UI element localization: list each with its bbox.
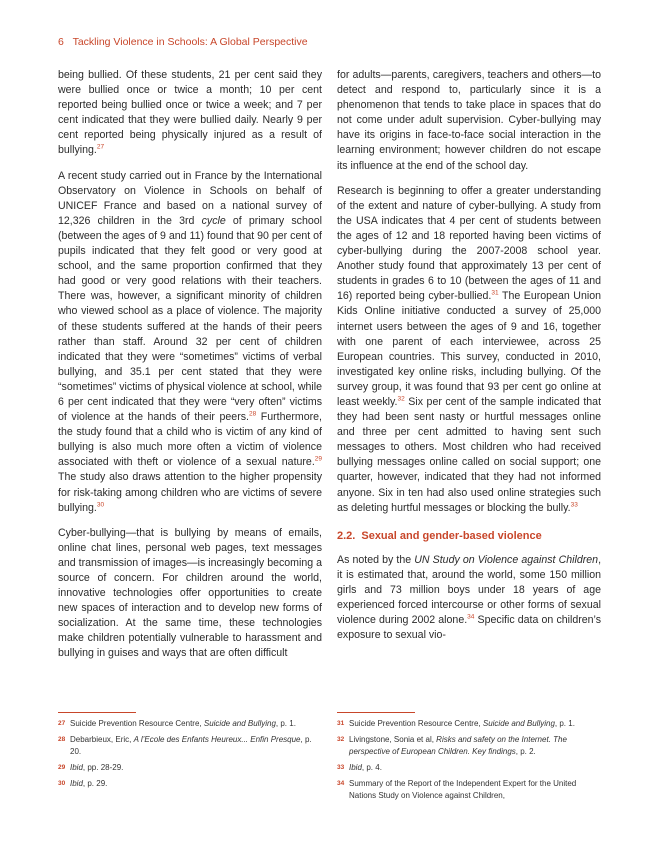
footnotes-right	[337, 718, 601, 806]
footnote-number: 27	[58, 720, 66, 727]
footnote-ref[interactable]: 31	[491, 289, 499, 297]
section-heading	[337, 530, 601, 542]
footnote-number: 30	[58, 780, 66, 787]
running-title: Tackling Violence in Schools: A Global Perspective	[72, 36, 308, 48]
footnote: 30 Ibid, p. 29.	[58, 779, 108, 788]
footnote-number: 33	[337, 764, 345, 771]
footnote-ref[interactable]: 30	[96, 501, 105, 509]
footnote: 34 Summary of the Report of the Independent Expert for the United Nations Study on Violence against Children,	[337, 779, 577, 800]
footnote-divider	[58, 712, 136, 713]
footnote: 27 Suicide Prevention Resource Centre, Suicide and Bullying, p. 1.	[58, 719, 296, 728]
footnote: 31 Suicide Prevention Resource Centre, Suicide and Bullying, p. 1.	[337, 719, 575, 728]
section-number: 2.2.	[337, 529, 356, 542]
footnotes-left	[58, 718, 322, 794]
section-title: Sexual and gender-based violence	[361, 529, 542, 542]
left-column	[58, 68, 322, 672]
footnote-ref[interactable]: 28	[248, 410, 257, 418]
footnote-number: 28	[58, 736, 66, 743]
paragraph: As noted by the UN Study on Violence against Children, it is estimated that, around the world, some 150 million girls and 73 million boys under 18 years of age experienced forced intercourse or other forms of sexual violence during 2002 alone.$^{34}$ Specific data on children’s exposure to sexual vio-	[337, 553, 602, 642]
footnote-ref[interactable]: 29	[314, 455, 322, 463]
footnote-ref[interactable]: 27	[96, 143, 105, 151]
right-column	[337, 68, 601, 653]
paragraph: Cyber-bullying—that is bullying by means of emails, online chat lines, personal web pages, text messages and transmission of images—is increasingly becoming a source of concern. For children around the world, innovative technologies offer opportunities to create new spaces of interaction and to develop new forms of socialization. At the same time, these technologies make children potentially vulnerable to harassment and bullying in guises and ways that are often difficult	[58, 526, 322, 660]
footnote-number: 34	[337, 780, 345, 787]
footnote-ref[interactable]: 34	[467, 613, 475, 621]
paragraph: Research is beginning to offer a greater understanding of the extent and nature of cyber-bullying. A study from the USA indicates that 4 per cent of students between the ages of 12 and 18 reported having been victims of cyber-bullying during the 2007-2008 school year. Another study found that approximately 13 per cent of students in grades 6 to 10 (between the ages of 11 and 16) reported being cyber-bullied.$^{31}$ The European Union Kids Online initiative conducted a survey of 25,000 internet users between the ages of 9 and 16, together with one parent of each interviewee, across 25 European countries. This survey, conducted in 2010, investigated key online risks, including bullying. Of the survey group, it was found that 93 per cent go online at least weekly.$^{32}$ Six per cent of the sample indicated that they had been sent nasty or hurtful messages online and three per cent admitted to having sent such messages to others. Most children who had received bullying messages online called on social support; one quarter, however, indicated that they had not informed anyone. Six in ten had also used online strategies such as deleting hurtful messages or blocking the bully.$^{33}$	[337, 184, 602, 514]
footnote: 33 Ibid, p. 4.	[337, 763, 382, 772]
paragraph: A recent study carried out in France by the International Observatory on Violence in Schools on behalf of UNICEF France and based on a national survey of 12,326 children in the 3rd cycle of primary school (between the ages of 9 and 11) found that 90 per cent of pupils indicated that they felt good or very good at school, and the same proportion confirmed that they had good or very good relations with their teachers. There was, however, a significant minority of children who viewed school as a place of violence. The majority of these students suffered at the hands of their peers rather than staff. Around 32 per cent of children indicated that they were “sometimes” victims of verbal bullying, and 35.1 per cent stated that they were “sometimes” victims of physical violence at school, while 6 per cent indicated that they were “very often” victims of violence at the hands of their peers.$^{28}$ Furthermore, the study found that a child who is victim of any kind of bullying is also much more often a victim of violence associated with theft or violence of a sexual nature.$^{29}$ The study also draws attention to the higher propensity for risk-taking among children who are victims of severe bullying.$^{30}$	[58, 169, 322, 514]
footnote-number: 32	[337, 736, 345, 743]
footnote: 32 Livingstone, Sonia et al, Risks and safety on the Internet. The perspective of European Children. Key findings, p. 2.	[337, 735, 567, 756]
footnote-number: 31	[337, 720, 345, 727]
running-header	[58, 36, 308, 48]
footnote: 28 Debarbieux, Eric, A l’Ecole des Enfants Heureux... Enfin Presque, p. 20.	[58, 735, 312, 756]
footnote-number: 29	[58, 764, 66, 771]
footnote-divider	[337, 712, 415, 713]
paragraph: being bullied. Of these students, 21 per cent said they were bullied once or twice a month; 10 per cent reported being bullied once or twice a week; and 7 per cent indicated that they were bullied daily. Nearly 9 per cent reported being physically injured as a result of bullying.$^{27}$	[58, 69, 322, 157]
footnote-ref[interactable]: 33	[570, 501, 578, 509]
footnote-ref[interactable]: 32	[397, 395, 405, 403]
footnote: 29 Ibid, pp. 28-29.	[58, 763, 124, 772]
page-number: 6	[58, 36, 64, 48]
paragraph: for adults—parents, caregivers, teachers and others—to detect and respond to, particularly since it is a phenomenon that tends to take place in spaces that do not come under adult supervision. Cyber-bullying may have its origins in face-to-face social interaction in the learning environment; however children do not escape its influence at the end of the school day.	[337, 69, 601, 172]
